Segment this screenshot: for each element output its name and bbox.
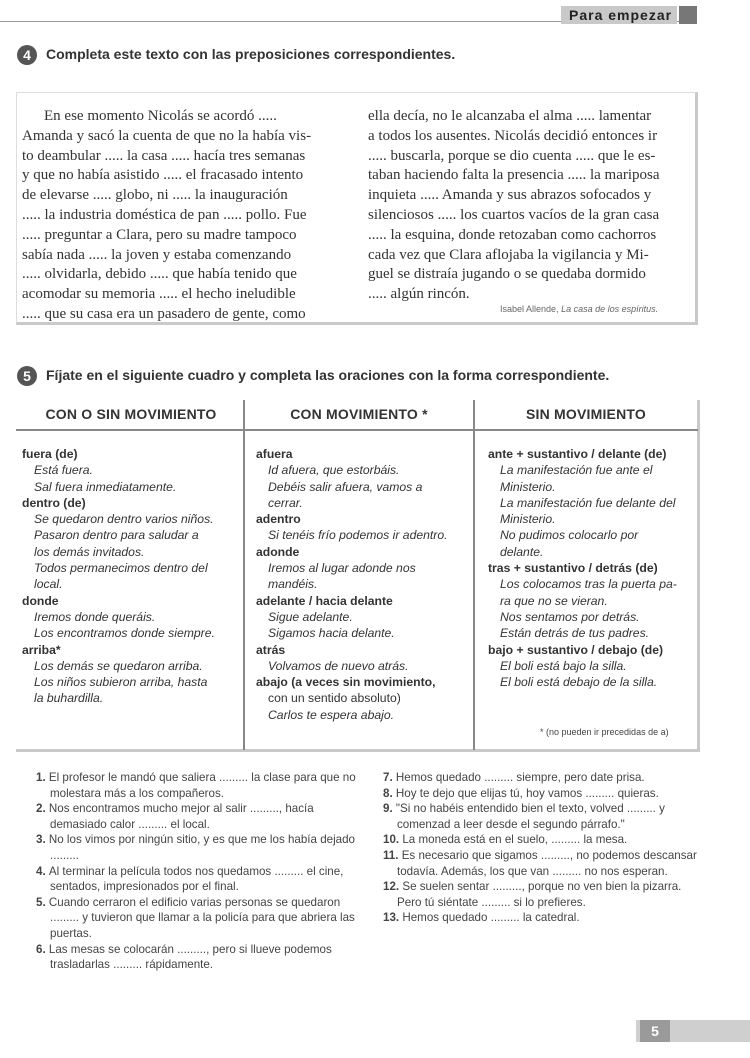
sentence-text: Hemos quedado ......... siempre, pero date prisa.: [395, 771, 645, 784]
sentence-number: 10.: [383, 833, 403, 847]
table-example: La manifestación fue delante del: [500, 495, 676, 510]
table-example: la buhardilla.: [34, 691, 104, 706]
table-example: Los encontramos donde siempre.: [34, 626, 215, 641]
sentence-number: 2.: [36, 802, 49, 816]
sentences-right-column: [377, 770, 707, 926]
text-line: ..... olvidarla, debido ..... que había tenido que: [22, 266, 297, 283]
table-heading-sin: SIN MOVIMIENTO: [526, 406, 646, 422]
table-footnote: * (no pueden ir precedidas de a): [540, 727, 669, 737]
table-term: arriba*: [22, 642, 61, 657]
table-example: Los colocamos tras la puerta pa-: [500, 577, 677, 592]
sentence-number: 1.: [36, 771, 49, 784]
sentence-text: El profesor le mandó que saliera ......... la clase para que no molestara más a los compañeros.: [48, 771, 356, 800]
exercise-sentence: [377, 832, 707, 848]
exercise-sentence: [377, 910, 707, 926]
exercise-sentence: [30, 801, 370, 832]
table-example: local.: [34, 577, 63, 592]
table-example: Si tenéis frío podemos ir adentro.: [268, 528, 448, 543]
table-divider-2: [473, 400, 475, 750]
table-term: ante + sustantivo / delante (de): [488, 447, 667, 461]
table-example: Sigamos hacia delante.: [268, 626, 395, 641]
sentence-number: 3.: [36, 833, 49, 847]
table-example: Sal fuera inmediatamente.: [34, 479, 177, 494]
exercise-sentence: [377, 801, 707, 832]
sentences-left-column: [30, 770, 370, 973]
sentence-text: Se suelen sentar ........., porque no ven bien la pizarra. Pero tú siéntate ......... si lo prefieres.: [397, 880, 682, 909]
table-example: Ministerio.: [500, 479, 556, 494]
table-term: adelante / hacia delante: [256, 593, 393, 608]
text-line: taban haciendo falta la presencia ..... la mariposa: [368, 167, 660, 184]
table-example: mandéis.: [268, 577, 318, 592]
sentence-number: 6.: [36, 942, 49, 956]
table-divider-1: [243, 400, 245, 750]
text-line: ..... preguntar a Clara, pero su madre tampoco: [22, 226, 297, 243]
table-heading-con-o-sin: CON O SIN MOVIMIENTO: [45, 406, 217, 422]
page-number: 5: [640, 1020, 670, 1042]
table-example: Debéis salir afuera, vamos a: [268, 479, 423, 494]
text-attribution: [500, 304, 658, 314]
table-column-con: [256, 446, 470, 723]
text-line: silenciosos ..... los cuartos vacíos de la gran casa: [368, 206, 660, 223]
table-example: cerrar.: [268, 495, 303, 510]
text-line: de elevarse ..... globo, ni ..... la inauguración: [22, 187, 288, 204]
text-line: acomodar su memoria ..... el hecho ineludible: [22, 286, 296, 303]
exercise-4-instruction: Completa este texto con las preposiciones correspondientes.: [46, 46, 456, 62]
exercise-sentence: [30, 895, 370, 942]
text-line: sabía nada ..... la joven y estaba comenzando: [22, 246, 292, 263]
text-line: ..... que su casa era un pasadero de gente, como: [22, 305, 306, 322]
sentence-text: Las mesas se colocarán ........., pero si llueve podemos trasladarlas ......... rápidamente.: [48, 942, 332, 972]
text-line: y que no había asistido ..... el fracasado intento: [22, 167, 304, 184]
table-example: Pasaron dentro para saludar a: [34, 528, 199, 543]
table-heading-con: CON MOVIMIENTO *: [290, 406, 428, 422]
section-tab-marker: [679, 6, 697, 24]
table-example: Nos sentamos por detrás.: [500, 609, 640, 624]
table-example: Los demás se quedaron arriba.: [34, 658, 203, 673]
exercise-sentence: [30, 770, 370, 801]
table-example: ra que no se vieran.: [500, 593, 608, 608]
exercise-sentence: [377, 848, 707, 879]
text-line: ..... la esquina, donde retozaban como cachorros: [368, 226, 657, 243]
text-line: inquieta ..... Amanda y sus abrazos sofocados y: [368, 187, 652, 204]
table-example: Iremos donde queráis.: [34, 609, 156, 624]
text-line: cada vez que Clara aflojaba la vigilancia y Mi-: [368, 246, 649, 263]
exercise-5-number: 5: [17, 366, 37, 386]
table-term: afuera: [256, 447, 293, 461]
sentence-text: No los vimos por ningún sitio, y es que me los había dejado .........: [48, 833, 356, 862]
text-line: En ese momento Nicolás se acordó .....: [44, 108, 277, 124]
text-line: to deambular ..... la casa ..... hacía tres semanas: [22, 147, 306, 164]
table-example: Volvamos de nuevo atrás.: [268, 658, 409, 673]
reading-text-left-column: [22, 107, 352, 325]
table-term: tras + sustantivo / detrás (de): [488, 561, 658, 576]
sentence-text: Hoy te dejo que elijas tú, hoy vamos ......... quieras.: [395, 786, 659, 800]
section-tab: Para empezar: [561, 6, 677, 24]
table-column-con-o-sin: [22, 446, 238, 707]
table-term: adentro: [256, 512, 301, 527]
sentence-number: 7.: [383, 771, 396, 784]
table-example: Ministerio.: [500, 512, 556, 527]
table-header-rule: [16, 429, 698, 431]
sentence-text: Hemos quedado ......... la catedral.: [402, 911, 580, 925]
table-term: atrás: [256, 642, 286, 657]
table-example: los demás invitados.: [34, 544, 145, 559]
text-line: ..... la industria doméstica de pan ..... pollo. Fue: [22, 206, 307, 223]
table-example: Los niños subieron arriba, hasta: [34, 675, 208, 690]
exercise-4-number: 4: [17, 45, 37, 65]
sentence-number: 13.: [383, 911, 403, 925]
table-example: Está fuera.: [34, 463, 93, 478]
sentence-text: Es necesario que sigamos ........., no podemos descansar todavía. Además, los que van ......... no nos esperan.: [397, 848, 697, 878]
text-line: ..... buscarla, porque se dio cuenta ..... que le es-: [368, 147, 656, 164]
text-line: ella decía, no le alcanzaba el alma ..... lamentar: [368, 108, 652, 124]
table-example: El boli está bajo la silla.: [500, 658, 627, 673]
sentence-text: La moneda está en el suelo, ......... la mesa.: [402, 833, 628, 847]
exercise-sentence: [377, 770, 707, 786]
table-example: Id afuera, que estorbáis.: [268, 463, 400, 478]
table-term: fuera (de): [22, 447, 78, 461]
table-example: Se quedaron dentro varios niños.: [34, 512, 214, 527]
table-example: Carlos te espera abajo.: [268, 707, 395, 722]
sentence-text: Nos encontramos mucho mejor al salir ........., hacía demasiado calor ......... el local.: [48, 802, 314, 831]
sentence-number: 5.: [36, 895, 49, 909]
table-example: Todos permanecimos dentro del: [34, 561, 208, 576]
table-term: adonde: [256, 544, 300, 559]
text-line: guel se distraía jugando o se quedaba dormido: [368, 266, 646, 283]
text-line: a todos los ausentes. Nicolás decidió entonces ir: [368, 127, 658, 144]
table-term: bajo + sustantivo / debajo (de): [488, 642, 664, 657]
table-example: Están detrás de tus padres.: [500, 626, 650, 641]
text-line: ..... algún rincón.: [368, 286, 470, 303]
sentence-text: Cuando cerraron el edificio varias personas se quedaron ......... y tuvieron que llamar a la policía para que abriera las puertas.: [48, 895, 355, 940]
table-example: delante.: [500, 544, 544, 559]
table-term: abajo (a veces sin movimiento,: [256, 675, 436, 690]
exercise-sentence: [377, 879, 707, 910]
text-line: Amanda y sacó la cuenta de que no la había vis-: [22, 127, 312, 144]
exercise-sentence: [30, 864, 370, 895]
sentence-number: 4.: [36, 864, 49, 878]
table-term: donde: [22, 593, 59, 608]
table-example: Sigue adelante.: [268, 609, 353, 624]
sentence-number: 9.: [383, 802, 396, 816]
exercise-5-instruction: Fíjate en el siguiente cuadro y completa las oraciones con la forma correspondiente.: [46, 367, 610, 383]
table-example: El boli está debajo de la silla.: [500, 675, 658, 690]
table-example: Iremos al lugar adonde nos: [268, 561, 416, 576]
attribution-author: Isabel Allende,: [500, 304, 559, 314]
sentence-number: 11.: [383, 848, 402, 862]
sentence-text: Al terminar la película todos nos quedamos ......... el cine, sentados, impresionados por el final.: [48, 864, 344, 894]
table-example: con un sentido absoluto): [268, 691, 401, 706]
table-column-sin: [488, 446, 694, 690]
sentence-number: 12.: [383, 880, 403, 894]
attribution-title: La casa de los espíritus.: [561, 304, 659, 314]
sentence-number: 8.: [383, 786, 396, 800]
sentence-text: "Si no habéis entendido bien el texto, volved ......... y comenzad a leer desde el segundo párrafo.": [395, 802, 665, 831]
table-term: dentro (de): [22, 495, 86, 510]
exercise-sentence: [30, 832, 370, 863]
table-example: No pudimos colocarlo por: [500, 528, 639, 543]
table-example: La manifestación fue ante el: [500, 463, 653, 478]
exercise-sentence: [377, 786, 707, 802]
reading-text-right-column: [368, 107, 690, 305]
exercise-sentence: [30, 942, 370, 973]
